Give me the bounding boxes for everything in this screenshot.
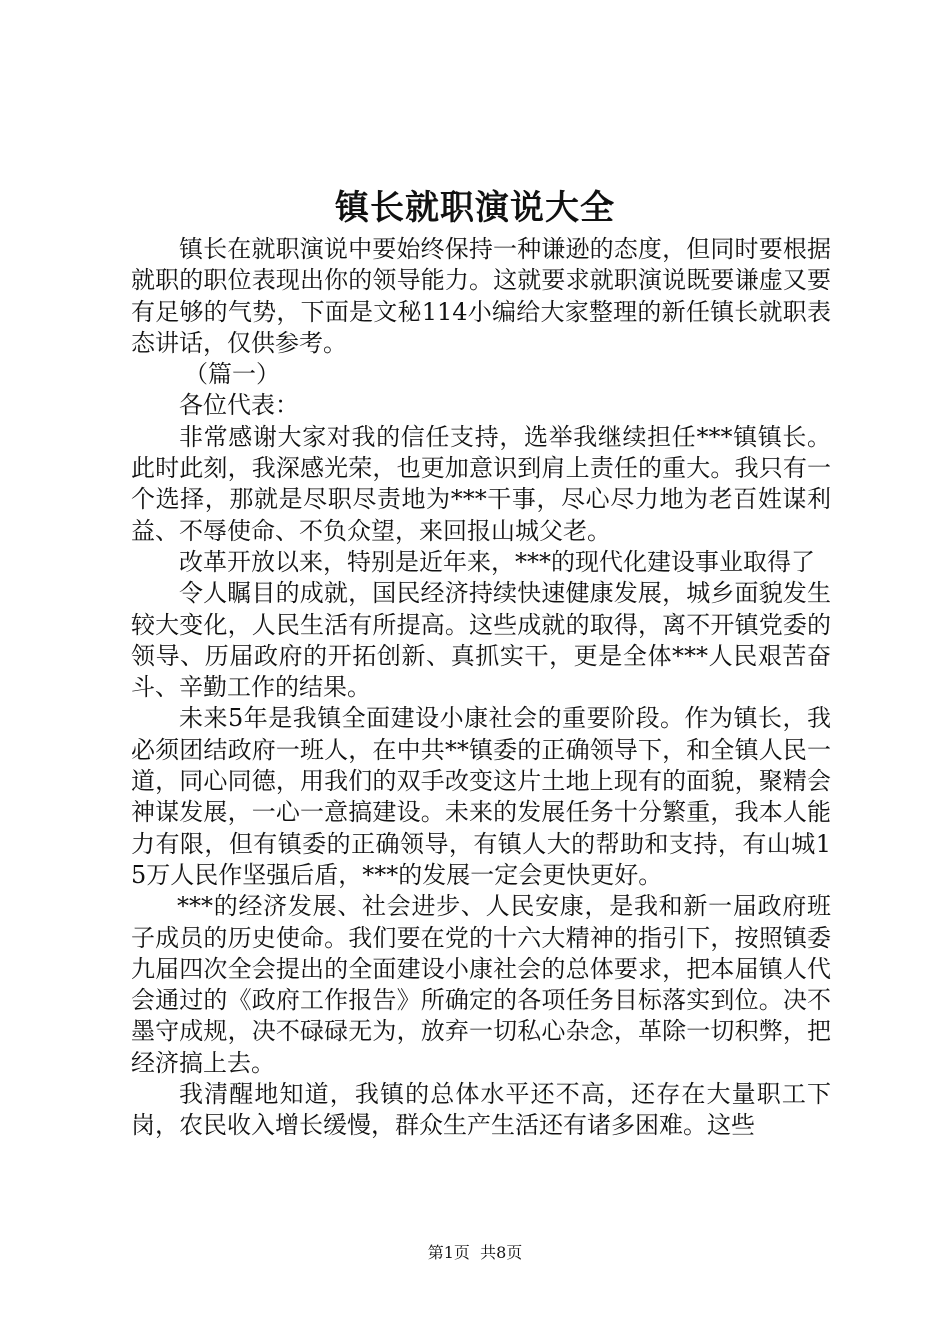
intro-paragraph: 镇长在就职演说中要始终保持一种谦逊的态度，但同时要根据就职的职位表现出你的领导能力。这就要求就职演说既要谦虚又要有足够的气势，下面是文秘114小编给大家整理的新任镇长就职表态讲话，仅供参考。	[131, 235, 831, 357]
document-body	[131, 234, 831, 1142]
body-paragraph: 非常感谢大家对我的信任支持，选举我继续担任***镇镇长。此时此刻，我深感光荣，也更加意识到肩上责任的重大。我只有一个选择，那就是尽职尽责地为***干事，尽心尽力地为老百姓谋利益、不辱使命、不负众望，来回报山城父老。	[131, 422, 831, 545]
body-paragraph: ***的经济发展、社会进步、人民安康，是我和新一届政府班子成员的历史使命。我们要在党的十六大精神的指引下，按照镇委九届四次全会提出的全面建设小康社会的总体要求，把本届镇人代会通过的《政府工作报告》所确定的各项任务目标落实到位。决不墨守成规，决不碌碌无为，放弃一切私心杂念，革除一切积弊，把经济搞上去。	[131, 892, 831, 1077]
body-paragraph: 我清醒地知道，我镇的总体水平还不高，还存在大量职工下岗，农民收入增长缓慢，群众生产生活还有诸多困难。这些	[131, 1080, 831, 1140]
salutation: 各位代表：	[179, 391, 299, 420]
page-number: 第1页	[427, 1243, 470, 1262]
page-footer	[0, 1242, 950, 1264]
body-paragraph: 令人瞩目的成就，国民经济持续快速健康发展，城乡面貌发生较大变化，人民生活有所提高。这些成就的取得，离不开镇党委的领导、历届政府的开拓创新、真抓实干，更是全体***人民艰苦奋斗、辛勤工作的结果。	[131, 579, 831, 702]
body-paragraph: 改革开放以来，特别是近年来，***的现代化建设事业取得了	[179, 547, 815, 576]
section-heading: （篇一）	[184, 360, 280, 389]
document-title: 镇长就职演说大全	[335, 188, 615, 228]
body-paragraph: 未来5年是我镇全面建设小康社会的重要阶段。作为镇长，我必须团结政府一班人，在中共**镇委的正确领导下，和全镇人民一道，同心同德，用我们的双手改变这片土地上现有的面貌，聚精会神谋发展，一心一意搞建设。未来的发展任务十分繁重，我本人能力有限，但有镇委的正确领导，有镇人大的帮助和支持，有山城15万人民作坚强后盾，***的发展一定会更快更好。	[131, 704, 831, 889]
page-total: 共8页	[480, 1243, 523, 1262]
